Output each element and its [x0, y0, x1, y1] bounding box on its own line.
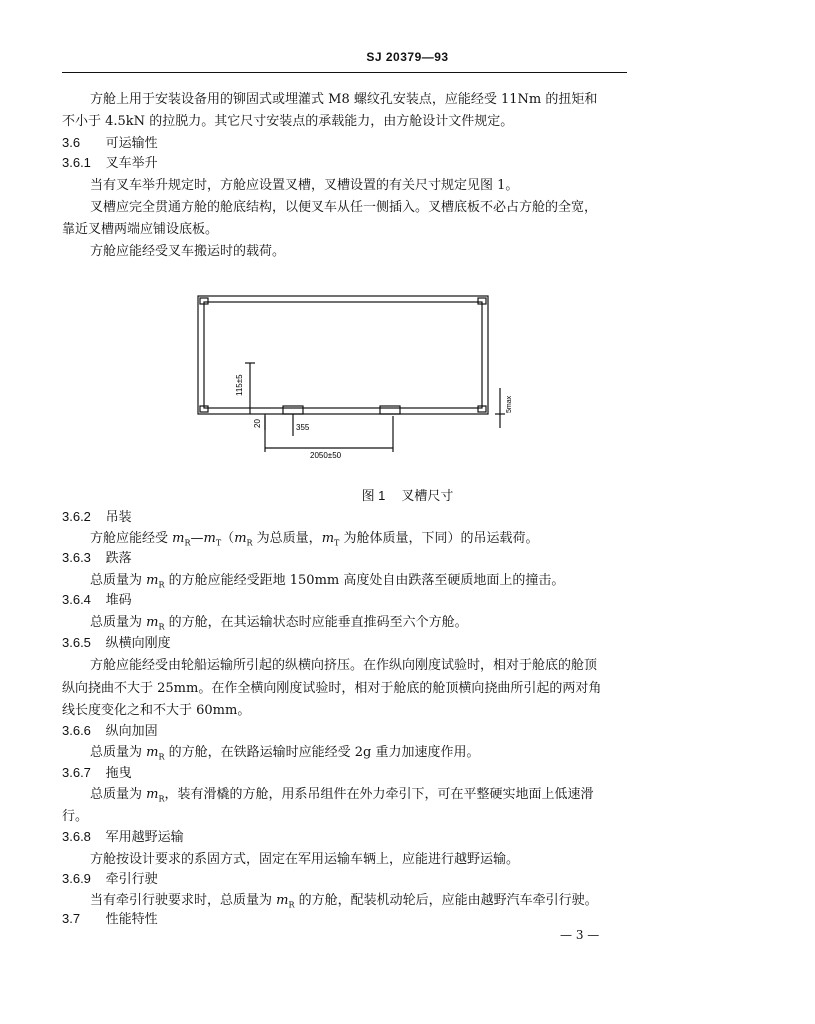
- paragraph-line: 当有叉车举升规定时，方舱应设置叉槽，叉槽设置的有关尺寸规定见图 1。: [90, 178, 519, 193]
- section-number: 3.6.4: [62, 592, 91, 607]
- section-title: 可运输性: [105, 135, 158, 150]
- paragraph-line: 当有牵引行驶要求时，总质量为 $m_R$ 的方舱，配装机动轮后，应能由越野汽车牵引行驶。: [90, 893, 598, 910]
- section-title: 军用越野运输: [105, 829, 184, 844]
- section-title: 性能特性: [105, 911, 158, 926]
- paragraph-line: 线长度变化之和不大于 60mm。: [62, 703, 251, 718]
- section-number: 3.6.3: [62, 550, 91, 565]
- dim-label-right: 5max: [506, 395, 513, 413]
- fork-slot-right: [380, 406, 400, 414]
- paragraph-line: 方舱按设计要求的系固方式，固定在军用运输车辆上，应能进行越野运输。: [90, 852, 520, 867]
- section-3-6-6: [62, 720, 158, 739]
- figure-caption: [0, 485, 815, 504]
- section-title: 纵横向刚度: [105, 635, 171, 650]
- paragraph-line: 总质量为 $m_R$ 的方舱，在其运输状态时应能垂直推码至六个方舱。: [90, 615, 468, 632]
- section-title: 叉车举升: [105, 155, 158, 170]
- section-3-6-3: [62, 547, 132, 566]
- section-3-6-5: [62, 632, 171, 651]
- paragraph-line: 不小于 4.5kN 的拉脱力。其它尺寸安装点的承载能力，由方舱设计文件规定。: [62, 114, 514, 129]
- dim-label-height: 115±5: [235, 374, 244, 396]
- section-title: 拖曳: [105, 765, 132, 780]
- section-3-6-9: [62, 868, 158, 887]
- section-number: 3.6.6: [62, 723, 91, 738]
- section-3-7: [62, 908, 158, 927]
- header-rule: [62, 72, 627, 73]
- section-number: 3.6.8: [62, 829, 91, 844]
- section-3-6-1: [62, 152, 158, 171]
- paragraph-line: 靠近叉槽两端应铺设底板。: [62, 222, 219, 237]
- section-3-6: [62, 132, 158, 151]
- paragraph-line: 方舱应能经受由轮船运输所引起的纵横向挤压。在作纵向刚度试验时，相对于舱底的舱顶: [90, 658, 598, 673]
- section-3-6-8: [62, 826, 184, 845]
- section-number: 3.6.5: [62, 635, 91, 650]
- section-title: 吊装: [105, 509, 132, 524]
- section-number: 3.6.1: [62, 155, 91, 170]
- paragraph-line: 叉槽应完全贯通方舱的舱底结构，以便叉车从任一侧插入。叉槽底板不必占方舱的全宽，: [90, 200, 598, 215]
- page-number: — 3 —: [560, 928, 600, 942]
- paragraph-line: 方舱应能经受 $m_R—m_T(m_R$ 为总质量，$m_T$ 为舱体质量，下同）的吊运载荷。: [90, 531, 539, 548]
- section-3-6-2: [62, 506, 132, 525]
- section-number: 3.6.2: [62, 509, 91, 524]
- section-number: 3.6.7: [62, 765, 91, 780]
- figure-title: 叉槽尺寸: [401, 488, 454, 503]
- dim-label-small: 20: [253, 419, 262, 428]
- section-3-6-7: [62, 762, 132, 781]
- section-number: 3.6: [62, 135, 81, 150]
- section-title: 堆码: [105, 592, 132, 607]
- dim-label-span: 2050±50: [310, 451, 342, 460]
- section-title: 跌落: [105, 550, 132, 565]
- paragraph-line: 行。: [62, 809, 89, 824]
- container-inner: [204, 302, 482, 408]
- section-number: 3.6.9: [62, 871, 91, 886]
- section-number: 3.7: [62, 911, 81, 926]
- doc-code: SJ 20379—93: [366, 50, 449, 64]
- paragraph-line: 总质量为 $m_R$ 的方舱应能经受距地 150mm 高度处自由跌落至硬质地面上的撞击。: [90, 573, 565, 590]
- section-title: 牵引行驶: [105, 871, 158, 886]
- paragraph-line: 总质量为 $m_R$，装有滑橇的方舱，用系吊组件在外力牵引下，可在平整硬实地面上低速滑: [90, 787, 594, 804]
- paragraph-line: 方舱上用于安装设备用的铆固式或埋灌式 M8 螺纹孔安装点，应能经受 11Nm 的扭矩和: [90, 92, 598, 107]
- fork-slot-left: [283, 406, 303, 414]
- paragraph-line: 纵向挠曲不大于 25mm。在作全横向刚度试验时，相对于舱底的舱顶横向挠曲所引起的两对角: [62, 681, 602, 696]
- paragraph-line: 总质量为 $m_R$ 的方舱，在铁路运输时应能经受 2g 重力加速度作用。: [90, 745, 480, 762]
- dim-label-slot: 355: [296, 423, 310, 432]
- paragraph-line: 方舱应能经受叉车搬运时的载荷。: [90, 244, 286, 259]
- figure-forklift-slot: [190, 288, 520, 463]
- section-title: 纵向加固: [105, 723, 158, 738]
- section-3-6-4: [62, 589, 132, 608]
- figure-number: 图 1: [361, 488, 386, 503]
